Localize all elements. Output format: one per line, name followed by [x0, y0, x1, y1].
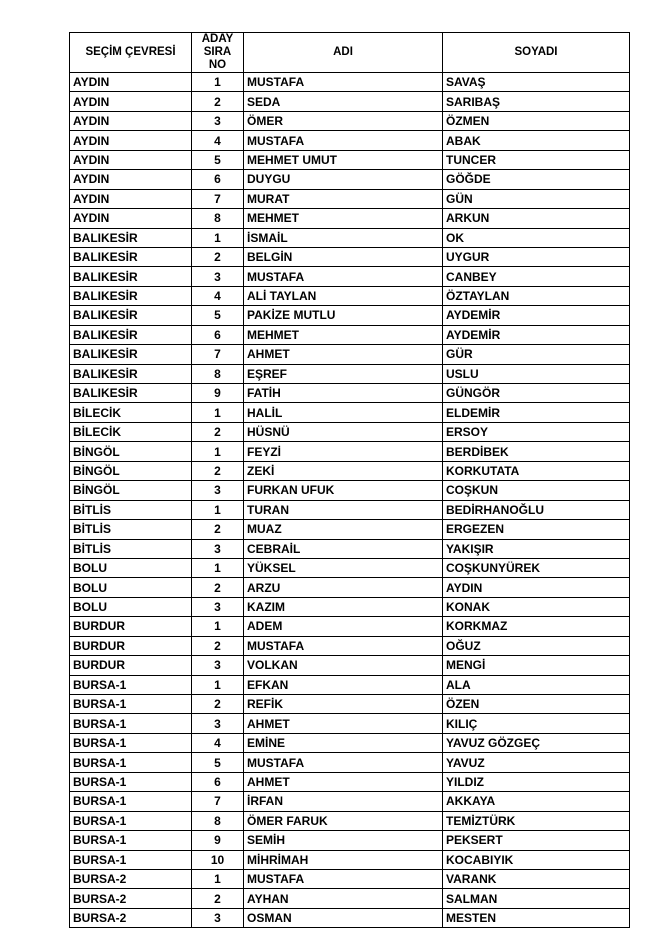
table-row [70, 345, 630, 364]
order-cell: 7 [192, 792, 244, 811]
table-row [70, 325, 630, 344]
table-row [70, 753, 630, 772]
first-name-cell: FATİH [244, 384, 443, 403]
table-row [70, 831, 630, 850]
last-name-cell: KONAK [443, 597, 630, 616]
header-district: SEÇİM ÇEVRESİ [70, 33, 192, 73]
order-cell: 2 [192, 92, 244, 111]
candidate-table [69, 32, 630, 928]
order-cell: 3 [192, 908, 244, 927]
table-row [70, 520, 630, 539]
last-name-cell: AYDEMİR [443, 325, 630, 344]
district-cell: BURSA-1 [70, 675, 192, 694]
table-row [70, 636, 630, 655]
first-name-cell: MUAZ [244, 520, 443, 539]
district-cell: BİNGÖL [70, 442, 192, 461]
last-name-cell: SARIBAŞ [443, 92, 630, 111]
order-cell: 1 [192, 869, 244, 888]
last-name-cell: BEDİRHANOĞLU [443, 500, 630, 519]
table-row [70, 617, 630, 636]
district-cell: BURSA-2 [70, 869, 192, 888]
last-name-cell: GÜN [443, 189, 630, 208]
district-cell: BURSA-1 [70, 695, 192, 714]
last-name-cell: CANBEY [443, 267, 630, 286]
first-name-cell: MEHMET [244, 209, 443, 228]
district-cell: BİLECİK [70, 422, 192, 441]
last-name-cell: KORKUTATA [443, 461, 630, 480]
district-cell: BURSA-1 [70, 714, 192, 733]
order-cell: 9 [192, 384, 244, 403]
table-row [70, 695, 630, 714]
district-cell: BALIKESİR [70, 286, 192, 305]
district-cell: AYDIN [70, 131, 192, 150]
first-name-cell: MUSTAFA [244, 267, 443, 286]
table-row [70, 597, 630, 616]
first-name-cell: AHMET [244, 714, 443, 733]
last-name-cell: ARKUN [443, 209, 630, 228]
last-name-cell: TEMİZTÜRK [443, 811, 630, 830]
district-cell: AYDIN [70, 111, 192, 130]
first-name-cell: EŞREF [244, 364, 443, 383]
last-name-cell: YAVUZ GÖZGEÇ [443, 733, 630, 752]
last-name-cell: VARANK [443, 869, 630, 888]
order-cell: 4 [192, 733, 244, 752]
last-name-cell: BERDİBEK [443, 442, 630, 461]
table-row [70, 306, 630, 325]
order-cell: 4 [192, 286, 244, 305]
district-cell: BİNGÖL [70, 481, 192, 500]
header-order-line1: ADAY [201, 33, 234, 45]
district-cell: BURSA-1 [70, 811, 192, 830]
first-name-cell: HALİL [244, 403, 443, 422]
first-name-cell: MUSTAFA [244, 73, 443, 92]
district-cell: AYDIN [70, 92, 192, 111]
table-row [70, 422, 630, 441]
first-name-cell: SEMİH [244, 831, 443, 850]
first-name-cell: ÖMER [244, 111, 443, 130]
order-cell: 10 [192, 850, 244, 869]
first-name-cell: MUSTAFA [244, 869, 443, 888]
first-name-cell: MİHRİMAH [244, 850, 443, 869]
first-name-cell: OSMAN [244, 908, 443, 927]
last-name-cell: ÖZMEN [443, 111, 630, 130]
order-cell: 2 [192, 889, 244, 908]
order-cell: 2 [192, 695, 244, 714]
first-name-cell: FEYZİ [244, 442, 443, 461]
first-name-cell: KAZIM [244, 597, 443, 616]
order-cell: 1 [192, 442, 244, 461]
district-cell: BALIKESİR [70, 364, 192, 383]
last-name-cell: ABAK [443, 131, 630, 150]
table-row [70, 461, 630, 480]
last-name-cell: ERSOY [443, 422, 630, 441]
order-cell: 5 [192, 753, 244, 772]
first-name-cell: İSMAİL [244, 228, 443, 247]
table-row [70, 714, 630, 733]
first-name-cell: SEDA [244, 92, 443, 111]
order-cell: 1 [192, 617, 244, 636]
last-name-cell: ERGEZEN [443, 520, 630, 539]
order-cell: 6 [192, 772, 244, 791]
district-cell: BURSA-1 [70, 733, 192, 752]
order-cell: 9 [192, 831, 244, 850]
last-name-cell: AYDEMİR [443, 306, 630, 325]
district-cell: AYDIN [70, 150, 192, 169]
first-name-cell: ADEM [244, 617, 443, 636]
table-row [70, 908, 630, 927]
district-cell: BOLU [70, 597, 192, 616]
table-row [70, 209, 630, 228]
table-row [70, 656, 630, 675]
table-row [70, 170, 630, 189]
district-cell: BOLU [70, 578, 192, 597]
order-cell: 1 [192, 500, 244, 519]
last-name-cell: KORKMAZ [443, 617, 630, 636]
district-cell: BİTLİS [70, 539, 192, 558]
order-cell: 3 [192, 267, 244, 286]
order-cell: 1 [192, 558, 244, 577]
table-row [70, 792, 630, 811]
order-cell: 7 [192, 345, 244, 364]
district-cell: AYDIN [70, 73, 192, 92]
first-name-cell: ALİ TAYLAN [244, 286, 443, 305]
table-body [70, 73, 630, 928]
last-name-cell: GÜR [443, 345, 630, 364]
district-cell: BURDUR [70, 656, 192, 675]
district-cell: BALIKESİR [70, 306, 192, 325]
district-cell: BİNGÖL [70, 461, 192, 480]
last-name-cell: SAVAŞ [443, 73, 630, 92]
first-name-cell: FURKAN UFUK [244, 481, 443, 500]
header-last-name: SOYADI [443, 33, 630, 73]
table-row [70, 442, 630, 461]
last-name-cell: TUNCER [443, 150, 630, 169]
order-cell: 5 [192, 150, 244, 169]
order-cell: 3 [192, 656, 244, 675]
order-cell: 2 [192, 247, 244, 266]
district-cell: BALIKESİR [70, 345, 192, 364]
district-cell: BURDUR [70, 636, 192, 655]
last-name-cell: YAKIŞIR [443, 539, 630, 558]
table-row [70, 811, 630, 830]
table-row [70, 364, 630, 383]
table-row [70, 111, 630, 130]
order-cell: 1 [192, 403, 244, 422]
first-name-cell: MEHMET UMUT [244, 150, 443, 169]
last-name-cell: COŞKUNYÜREK [443, 558, 630, 577]
district-cell: BALIKESİR [70, 325, 192, 344]
district-cell: BURSA-1 [70, 831, 192, 850]
table-row [70, 92, 630, 111]
order-cell: 2 [192, 520, 244, 539]
district-cell: BİLECİK [70, 403, 192, 422]
table-row [70, 73, 630, 92]
district-cell: BURSA-2 [70, 889, 192, 908]
table-row [70, 228, 630, 247]
district-cell: BURSA-1 [70, 850, 192, 869]
last-name-cell: ÖZEN [443, 695, 630, 714]
table-row [70, 384, 630, 403]
last-name-cell: COŞKUN [443, 481, 630, 500]
first-name-cell: AHMET [244, 772, 443, 791]
last-name-cell: GÜNGÖR [443, 384, 630, 403]
last-name-cell: GÖĞDE [443, 170, 630, 189]
district-cell: AYDIN [70, 189, 192, 208]
order-cell: 6 [192, 170, 244, 189]
order-cell: 8 [192, 209, 244, 228]
first-name-cell: ÖMER FARUK [244, 811, 443, 830]
table-header [70, 33, 630, 73]
first-name-cell: İRFAN [244, 792, 443, 811]
table-row [70, 267, 630, 286]
last-name-cell: ELDEMİR [443, 403, 630, 422]
order-cell: 3 [192, 111, 244, 130]
last-name-cell: USLU [443, 364, 630, 383]
last-name-cell: OK [443, 228, 630, 247]
last-name-cell: YILDIZ [443, 772, 630, 791]
order-cell: 8 [192, 811, 244, 830]
first-name-cell: MUSTAFA [244, 131, 443, 150]
order-cell: 2 [192, 422, 244, 441]
table-row [70, 500, 630, 519]
table-row [70, 850, 630, 869]
district-cell: BALIKESİR [70, 384, 192, 403]
table-row [70, 733, 630, 752]
last-name-cell: OĞUZ [443, 636, 630, 655]
first-name-cell: BELGİN [244, 247, 443, 266]
candidate-list-sheet [69, 32, 629, 928]
last-name-cell: KOCABIYIK [443, 850, 630, 869]
last-name-cell: UYGUR [443, 247, 630, 266]
last-name-cell: AKKAYA [443, 792, 630, 811]
order-cell: 7 [192, 189, 244, 208]
order-cell: 3 [192, 714, 244, 733]
first-name-cell: CEBRAİL [244, 539, 443, 558]
last-name-cell: YAVUZ [443, 753, 630, 772]
first-name-cell: AYHAN [244, 889, 443, 908]
last-name-cell: SALMAN [443, 889, 630, 908]
first-name-cell: REFİK [244, 695, 443, 714]
table-row [70, 675, 630, 694]
last-name-cell: MESTEN [443, 908, 630, 927]
order-cell: 4 [192, 131, 244, 150]
order-cell: 2 [192, 636, 244, 655]
first-name-cell: ZEKİ [244, 461, 443, 480]
first-name-cell: PAKİZE MUTLU [244, 306, 443, 325]
order-cell: 1 [192, 73, 244, 92]
table-row [70, 131, 630, 150]
first-name-cell: MEHMET [244, 325, 443, 344]
district-cell: BOLU [70, 558, 192, 577]
first-name-cell: HÜSNÜ [244, 422, 443, 441]
last-name-cell: ALA [443, 675, 630, 694]
table-row [70, 403, 630, 422]
district-cell: AYDIN [70, 170, 192, 189]
header-row [70, 33, 630, 73]
district-cell: BURSA-2 [70, 908, 192, 927]
order-cell: 1 [192, 675, 244, 694]
table-row [70, 286, 630, 305]
table-row [70, 558, 630, 577]
district-cell: BURSA-1 [70, 792, 192, 811]
table-row [70, 189, 630, 208]
header-candidate-order [192, 33, 244, 73]
last-name-cell: ÖZTAYLAN [443, 286, 630, 305]
district-cell: BURSA-1 [70, 772, 192, 791]
first-name-cell: MUSTAFA [244, 636, 443, 655]
first-name-cell: DUYGU [244, 170, 443, 189]
table-row [70, 578, 630, 597]
district-cell: BURDUR [70, 617, 192, 636]
table-row [70, 772, 630, 791]
first-name-cell: YÜKSEL [244, 558, 443, 577]
order-cell: 3 [192, 481, 244, 500]
district-cell: BİTLİS [70, 500, 192, 519]
last-name-cell: PEKSERT [443, 831, 630, 850]
first-name-cell: MUSTAFA [244, 753, 443, 772]
last-name-cell: MENGİ [443, 656, 630, 675]
order-cell: 8 [192, 364, 244, 383]
table-row [70, 539, 630, 558]
district-cell: BALIKESİR [70, 228, 192, 247]
order-cell: 2 [192, 578, 244, 597]
district-cell: BURSA-1 [70, 753, 192, 772]
district-cell: AYDIN [70, 209, 192, 228]
order-cell: 2 [192, 461, 244, 480]
table-row [70, 247, 630, 266]
last-name-cell: AYDIN [443, 578, 630, 597]
header-order-line2: SIRA NO [203, 46, 232, 71]
first-name-cell: ARZU [244, 578, 443, 597]
last-name-cell: KILIÇ [443, 714, 630, 733]
first-name-cell: MURAT [244, 189, 443, 208]
first-name-cell: TURAN [244, 500, 443, 519]
header-first-name: ADI [244, 33, 443, 73]
district-cell: BALIKESİR [70, 247, 192, 266]
first-name-cell: AHMET [244, 345, 443, 364]
district-cell: BİTLİS [70, 520, 192, 539]
order-cell: 3 [192, 597, 244, 616]
table-row [70, 481, 630, 500]
table-row [70, 869, 630, 888]
table-row [70, 889, 630, 908]
order-cell: 3 [192, 539, 244, 558]
first-name-cell: EMİNE [244, 733, 443, 752]
first-name-cell: VOLKAN [244, 656, 443, 675]
order-cell: 5 [192, 306, 244, 325]
order-cell: 1 [192, 228, 244, 247]
district-cell: BALIKESİR [70, 267, 192, 286]
order-cell: 6 [192, 325, 244, 344]
table-row [70, 150, 630, 169]
first-name-cell: EFKAN [244, 675, 443, 694]
